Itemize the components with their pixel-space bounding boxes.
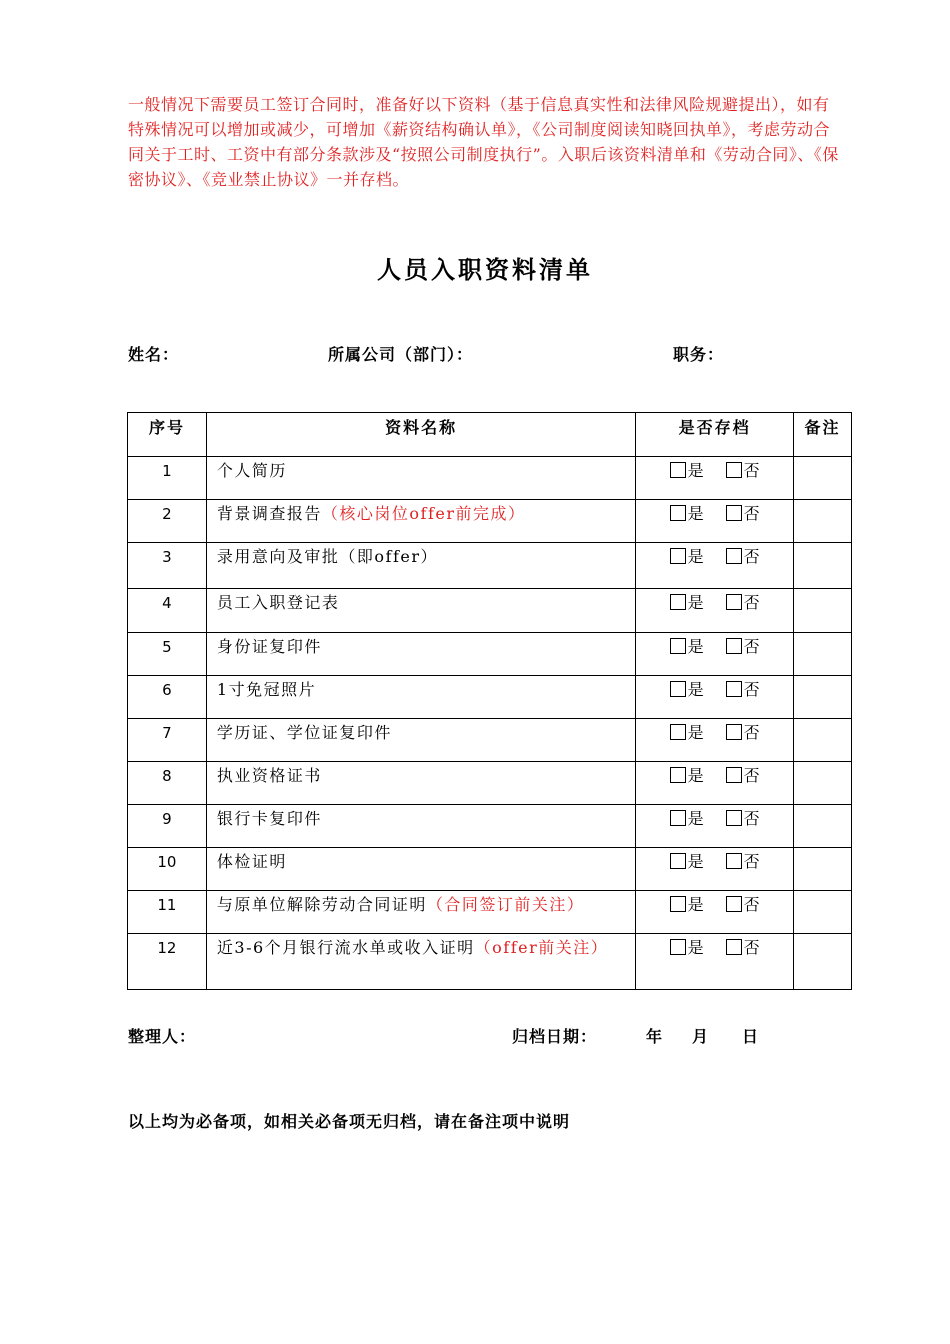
no-label: 否 (743, 547, 760, 566)
col-header-archived: 是否存档 (636, 413, 794, 457)
document-name (206, 719, 635, 762)
archived-choice (636, 543, 794, 589)
no-checkbox[interactable] (726, 548, 742, 564)
yes-label: 是 (687, 637, 704, 656)
archive-date-label: 归档日期： (512, 1027, 598, 1046)
archived-choice (636, 891, 794, 934)
yes-checkbox[interactable] (670, 724, 686, 740)
table-row (128, 805, 852, 848)
no-checkbox[interactable] (726, 681, 742, 697)
no-label: 否 (743, 637, 760, 656)
yes-label: 是 (687, 895, 704, 914)
no-checkbox[interactable] (726, 896, 742, 912)
row-number: 9 (128, 805, 207, 848)
remark-cell[interactable] (794, 589, 852, 633)
table-row (128, 543, 852, 589)
yes-label: 是 (687, 852, 704, 871)
no-label: 否 (743, 723, 760, 742)
document-name-text: 执业资格证书 (216, 766, 322, 785)
table-row (128, 500, 852, 543)
table-row (128, 589, 852, 633)
remark-cell[interactable] (794, 633, 852, 676)
yes-checkbox[interactable] (670, 767, 686, 783)
table-row (128, 719, 852, 762)
no-label: 否 (743, 461, 760, 480)
remark-cell[interactable] (794, 805, 852, 848)
yes-label: 是 (687, 809, 704, 828)
remark-cell[interactable] (794, 543, 852, 589)
archived-choice (636, 934, 794, 990)
company-label: 所属公司（部门）： (328, 345, 474, 364)
remark-cell[interactable] (794, 457, 852, 500)
year-label: 年 (646, 1027, 664, 1046)
yes-label: 是 (687, 938, 704, 957)
table-row (128, 934, 852, 990)
no-label: 否 (743, 766, 760, 785)
document-name (206, 934, 635, 990)
col-header-remarks: 备注 (794, 413, 852, 457)
no-label: 否 (743, 809, 760, 828)
yes-checkbox[interactable] (670, 896, 686, 912)
no-checkbox[interactable] (726, 594, 742, 610)
yes-label: 是 (687, 593, 704, 612)
no-label: 否 (743, 593, 760, 612)
remark-cell[interactable] (794, 762, 852, 805)
document-name-text: 背景调查报告 (216, 504, 322, 523)
row-number: 8 (128, 762, 207, 805)
archived-choice (636, 762, 794, 805)
document-name-text: 录用意向及审批（即offer） (216, 547, 438, 566)
day-label: 日 (742, 1027, 760, 1046)
document-name (206, 805, 635, 848)
no-checkbox[interactable] (726, 505, 742, 521)
name-label: 姓名： (128, 345, 180, 364)
document-name (206, 891, 635, 934)
yes-checkbox[interactable] (670, 548, 686, 564)
yes-label: 是 (687, 461, 704, 480)
no-checkbox[interactable] (726, 767, 742, 783)
document-name-text: 学历证、学位证复印件 (216, 723, 392, 742)
yes-checkbox[interactable] (670, 939, 686, 955)
remark-cell[interactable] (794, 719, 852, 762)
table-row (128, 633, 852, 676)
col-header-document-name: 资料名称 (206, 413, 635, 457)
row-number: 1 (128, 457, 207, 500)
yes-label: 是 (687, 680, 704, 699)
document-name-text: 个人简历 (216, 461, 287, 480)
remark-cell[interactable] (794, 891, 852, 934)
no-checkbox[interactable] (726, 462, 742, 478)
no-label: 否 (743, 895, 760, 914)
document-name (206, 848, 635, 891)
row-number: 7 (128, 719, 207, 762)
no-label: 否 (743, 504, 760, 523)
page-title: 人员入职资料清单 (377, 255, 593, 284)
yes-checkbox[interactable] (670, 638, 686, 654)
position-label: 职务： (673, 345, 725, 364)
archived-choice (636, 848, 794, 891)
yes-label: 是 (687, 723, 704, 742)
document-name (206, 500, 635, 543)
document-name-text: 身份证复印件 (216, 637, 322, 656)
month-label: 月 (692, 1027, 710, 1046)
yes-checkbox[interactable] (670, 681, 686, 697)
archived-choice (636, 589, 794, 633)
remark-cell[interactable] (794, 934, 852, 990)
col-header-number: 序号 (128, 413, 207, 457)
document-name-text: 体检证明 (216, 852, 287, 871)
yes-checkbox[interactable] (670, 810, 686, 826)
archived-choice (636, 719, 794, 762)
row-number: 12 (128, 934, 207, 990)
table-row (128, 676, 852, 719)
archived-choice (636, 633, 794, 676)
document-name (206, 543, 635, 589)
document-name (206, 457, 635, 500)
archived-choice (636, 500, 794, 543)
document-name-note: （offer前关注） (474, 938, 609, 957)
no-label: 否 (743, 680, 760, 699)
remark-cell[interactable] (794, 848, 852, 891)
table-row (128, 891, 852, 934)
archived-choice (636, 457, 794, 500)
document-name-text: 员工入职登记表 (216, 593, 340, 612)
bottom-note: 以上均为必备项，如相关必备项无归档，请在备注项中说明 (128, 1112, 571, 1131)
document-name (206, 762, 635, 805)
yes-label: 是 (687, 504, 704, 523)
no-label: 否 (743, 938, 760, 957)
remark-cell[interactable] (794, 500, 852, 543)
document-name-note: （核心岗位offer前完成） (321, 504, 526, 523)
table-row (128, 848, 852, 891)
intro-paragraph: 一般情况下需要员工签订合同时，准备好以下资料（基于信息真实性和法律风险规避提出），如有特殊情况可以增加或减少，可增加《薪资结构确认单》，《公司制度阅读知晓回执单》，考虑劳动合同关于工时、工资中有部分条款涉及“按照公司制度执行”。入职后该资料清单和《劳动合同》、《保密协议》、《竞业禁止协议》一并存档。 (128, 95, 839, 189)
document-name-text: 近3-6个月银行流水单或收入证明 (216, 938, 475, 957)
row-number: 5 (128, 633, 207, 676)
archived-choice (636, 676, 794, 719)
row-number: 4 (128, 589, 207, 633)
row-number: 2 (128, 500, 207, 543)
row-number: 6 (128, 676, 207, 719)
no-checkbox[interactable] (726, 853, 742, 869)
yes-checkbox[interactable] (670, 462, 686, 478)
row-number: 11 (128, 891, 207, 934)
document-name-text: 银行卡复印件 (216, 809, 322, 828)
row-number: 3 (128, 543, 207, 589)
document-name (206, 676, 635, 719)
remark-cell[interactable] (794, 676, 852, 719)
no-checkbox[interactable] (726, 638, 742, 654)
yes-label: 是 (687, 766, 704, 785)
document-name (206, 589, 635, 633)
row-number: 10 (128, 848, 207, 891)
yes-checkbox[interactable] (670, 594, 686, 610)
document-name-note: （合同签订前关注） (426, 895, 585, 914)
document-checklist-table (127, 412, 852, 990)
yes-checkbox[interactable] (670, 505, 686, 521)
table-row (128, 457, 852, 500)
yes-checkbox[interactable] (670, 853, 686, 869)
no-checkbox[interactable] (726, 810, 742, 826)
organizer-label: 整理人： (128, 1027, 197, 1046)
document-name-text: 与原单位解除劳动合同证明 (216, 895, 427, 914)
yes-label: 是 (687, 547, 704, 566)
no-checkbox[interactable] (726, 724, 742, 740)
document-name (206, 633, 635, 676)
table-row (128, 762, 852, 805)
no-label: 否 (743, 852, 760, 871)
document-name-text: 1寸免冠照片 (216, 680, 317, 699)
no-checkbox[interactable] (726, 939, 742, 955)
table-header-row (128, 413, 852, 457)
archived-choice (636, 805, 794, 848)
